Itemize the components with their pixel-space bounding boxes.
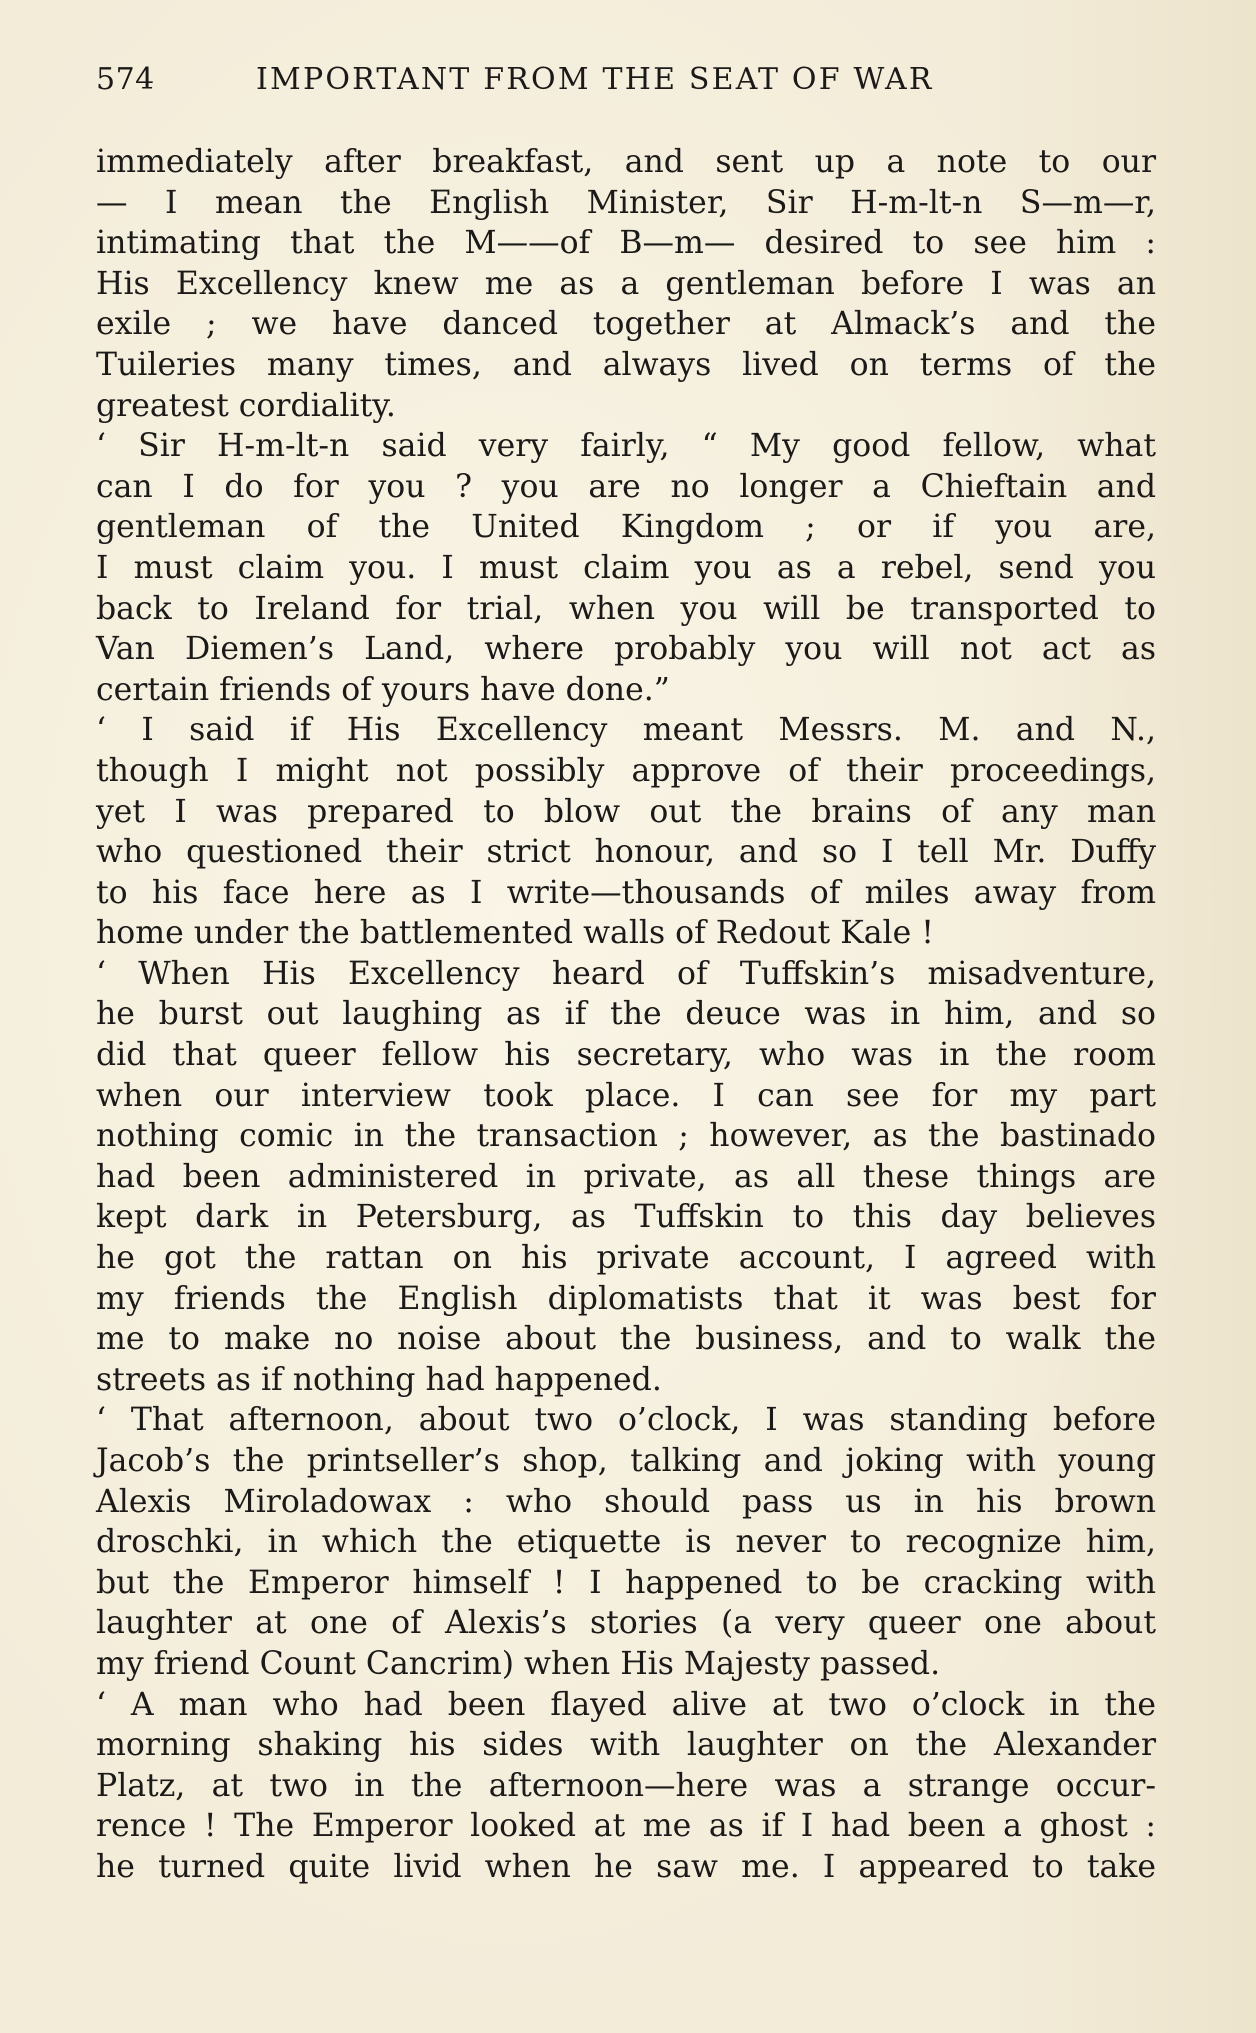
text-line: when our interview took place. I can see for my part bbox=[96, 1077, 1156, 1114]
text-line: yet I was prepared to blow out the brains of any man bbox=[96, 793, 1156, 830]
text-line: to his face here as I write—thousands of miles away from bbox=[96, 874, 1156, 911]
text-line: streets as if nothing had happened. bbox=[96, 1361, 662, 1398]
text-line: back to Ireland for trial, when you will be transported to bbox=[96, 590, 1156, 627]
text-line: ‘ Sir H-m-lt-n said very fairly, “ My good fellow, what bbox=[96, 428, 1156, 465]
text-line: me to make no noise about the business, and to walk the bbox=[96, 1321, 1156, 1358]
text-line: he got the rattan on his private account, I agreed with bbox=[96, 1240, 1156, 1277]
text-line: nothing comic in the transaction ; however, as the bastinado bbox=[96, 1118, 1156, 1155]
text-line: he burst out laughing as if the deuce was in him, and so bbox=[96, 996, 1156, 1033]
text-line: laughter at one of Alexis’s stories (a very queer one about bbox=[96, 1605, 1156, 1642]
text-line: intimating that the M——of B—m— desired to see him : bbox=[96, 225, 1156, 262]
page-number: 574 bbox=[96, 62, 155, 97]
text-line: who questioned their strict honour, and so I tell Mr. Duffy bbox=[96, 834, 1156, 871]
text-line: ‘ A man who had been flayed alive at two o’clock in the bbox=[96, 1686, 1156, 1723]
text-line: certain friends of yours have done.” bbox=[96, 671, 670, 708]
text-line: I must claim you. I must claim you as a rebel, send you bbox=[96, 549, 1156, 586]
running-title: IMPORTANT FROM THE SEAT OF WAR bbox=[256, 62, 934, 97]
text-line: my friend Count Cancrim) when His Majesty passed. bbox=[96, 1645, 941, 1682]
text-line: home under the battlemented walls of Redout Kale ! bbox=[96, 915, 934, 952]
text-line: droschki, in which the etiquette is never to recognize him, bbox=[96, 1524, 1156, 1561]
text-line: did that queer fellow his secretary, who was in the room bbox=[96, 1037, 1156, 1074]
text-line: Alexis Miroladowax : who should pass us in his brown bbox=[96, 1483, 1156, 1520]
text-line: His Excellency knew me as a gentleman before I was an bbox=[96, 265, 1156, 302]
text-line: gentleman of the United Kingdom ; or if you are, bbox=[96, 509, 1156, 546]
text-line: morning shaking his sides with laughter on the Alexander bbox=[96, 1727, 1156, 1764]
text-line: my friends the English diplomatists that it was best for bbox=[96, 1280, 1156, 1317]
text-line: Van Diemen’s Land, where probably you will not act as bbox=[96, 631, 1156, 668]
text-line: — I mean the English Minister, Sir H-m-lt-n S—m—r, bbox=[96, 184, 1156, 221]
text-line: ‘ That afternoon, about two o’clock, I was standing before bbox=[96, 1402, 1156, 1439]
text-line: kept dark in Petersburg, as Tuffskin to this day believes bbox=[96, 1199, 1156, 1236]
text-line: can I do for you ? you are no longer a Chieftain and bbox=[96, 468, 1156, 505]
text-line: ‘ When His Excellency heard of Tuffskin’s misadventure, bbox=[96, 955, 1156, 992]
body-text bbox=[96, 142, 1156, 1888]
text-line: ‘ I said if His Excellency meant Messrs. M. and N., bbox=[96, 712, 1156, 749]
text-line: though I might not possibly approve of their proceedings, bbox=[96, 752, 1156, 789]
text-line: rence ! The Emperor looked at me as if I had been a ghost : bbox=[96, 1808, 1156, 1845]
text-line: but the Emperor himself ! I happened to be cracking with bbox=[96, 1564, 1156, 1601]
text-line: had been administered in private, as all these things are bbox=[96, 1158, 1156, 1195]
text-line: greatest cordiality. bbox=[96, 387, 396, 424]
running-head bbox=[96, 62, 1156, 112]
text-line: Platz, at two in the afternoon—here was a strange occur- bbox=[96, 1767, 1156, 1804]
text-line: Jacob’s the printseller’s shop, talking and joking with young bbox=[96, 1443, 1156, 1479]
text-line: he turned quite livid when he saw me. I appeared to take bbox=[96, 1848, 1156, 1885]
text-line: immediately after breakfast, and sent up a note to our bbox=[96, 144, 1156, 180]
text-line: Tuileries many times, and always lived on terms of the bbox=[96, 346, 1156, 383]
text-line: exile ; we have danced together at Almack’s and the bbox=[96, 306, 1156, 343]
